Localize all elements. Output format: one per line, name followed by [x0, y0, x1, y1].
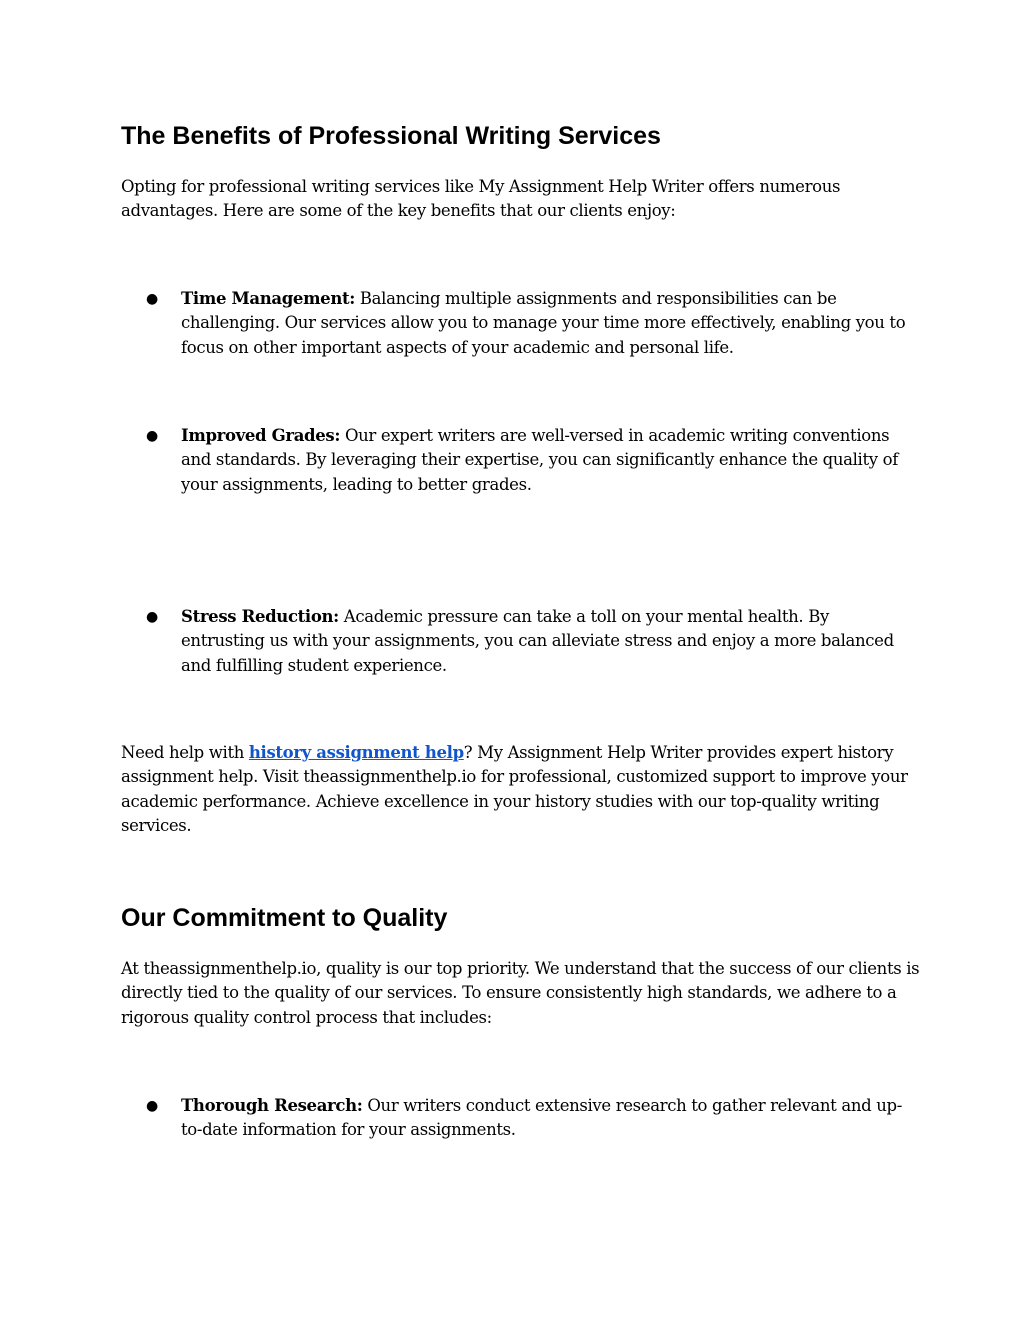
history-help-paragraph — [121, 741, 921, 838]
list-item-description: Our writers conduct extensive research to gather relevant and up-to-date information for your assignments. — [181, 1096, 902, 1140]
bullet-dot-icon: ● — [146, 609, 159, 625]
list-item-text — [181, 287, 909, 360]
history-assignment-help-link[interactable]: history assignment help — [248, 743, 464, 762]
list-item-term: Stress Reduction: — [181, 607, 339, 626]
list-item-text — [181, 424, 909, 497]
quality-intro-paragraph: At theassignmenthelp.io, quality is our top priority. We understand that the success of our clients is directly tied to the quality of our services. To ensure consistently high standards, we adhere to a rigorous quality control process that includes: — [121, 959, 920, 1027]
list-item-text — [181, 605, 909, 678]
bullet-dot-icon: ● — [146, 1098, 159, 1114]
list-item-description: Our expert writers are well-versed in academic writing conventions and standards. By leveraging their expertise, you can significantly enhance the quality of your assignments, leading to better grades. — [181, 426, 898, 494]
list-item-description: Academic pressure can take a toll on your mental health. By entrusting us with your assignments, you can alleviate stress and enjoy a more balanced and fulfilling student experience. — [181, 607, 894, 675]
paragraph-trailing-text: ? My Assignment Help Writer provides expert history assignment help. Visit theassignmenthelp.io for professional, customized support to improve your academic performance. Achieve excellence in your history studies with our top-quality writing services. — [121, 743, 908, 835]
list-item-term: Improved Grades: — [181, 426, 341, 445]
list-item-term: Thorough Research: — [181, 1096, 363, 1115]
bullet-dot-icon: ● — [146, 428, 159, 444]
paragraph-lead-text: Need help with — [121, 743, 249, 762]
list-item-description: Balancing multiple assignments and responsibilities can be challenging. Our services allow you to manage your time more effectively, enabling you to focus on other important aspects of your academic and personal life. — [181, 289, 906, 357]
benefits-intro-paragraph: Opting for professional writing services like My Assignment Help Writer offers numerous advantages. Here are some of the key benefits that our clients enjoy: — [121, 177, 841, 221]
list-item-term: Time Management: — [181, 289, 355, 308]
section-heading-quality: Our Commitment to Quality — [121, 904, 448, 932]
section-heading-benefits: The Benefits of Professional Writing Services — [121, 122, 661, 150]
bullet-dot-icon: ● — [146, 291, 159, 307]
list-item-text — [181, 1094, 909, 1143]
